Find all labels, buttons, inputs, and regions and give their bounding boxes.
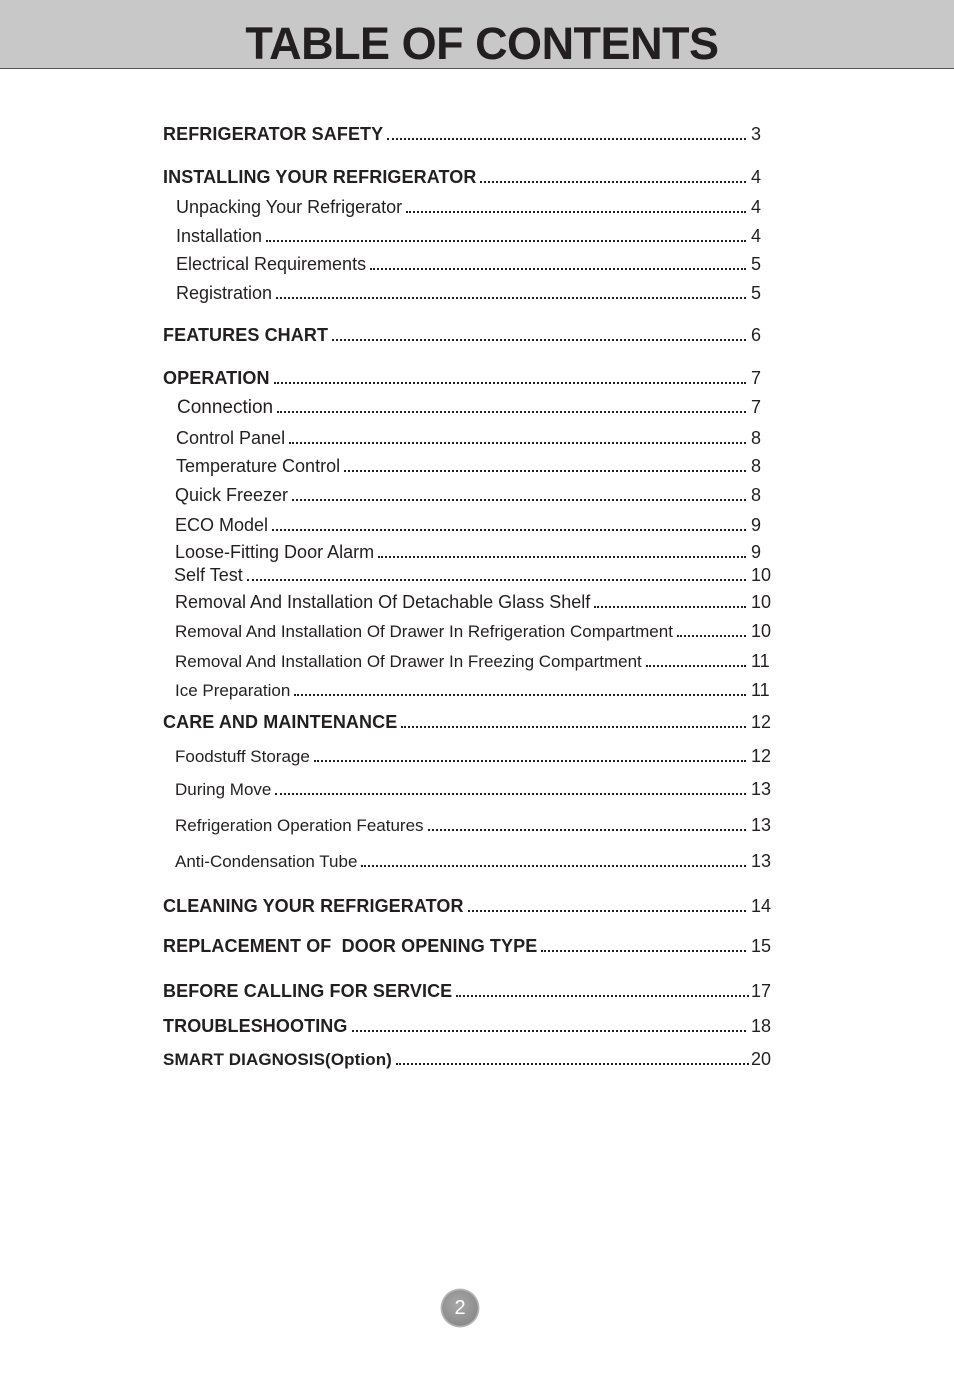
toc-entry-label: Quick Freezer — [175, 485, 289, 505]
toc-entry-label: Temperature Control — [176, 456, 341, 476]
toc-entry-page: 4 — [751, 197, 762, 217]
toc-entry-label: INSTALLING YOUR REFRIGERATOR — [163, 167, 477, 187]
dot-leader — [387, 138, 746, 140]
page-number-badge: 2 — [442, 1290, 478, 1326]
dot-leader — [396, 1063, 749, 1065]
dot-leader — [266, 240, 746, 242]
dot-leader — [314, 760, 746, 762]
toc-entry-page: 8 — [751, 485, 762, 505]
dot-leader — [276, 297, 746, 299]
dot-leader — [428, 829, 746, 831]
toc-entry-quick-freezer[interactable] — [175, 485, 775, 506]
toc-entry-page: 6 — [751, 325, 762, 345]
toc-entry-label: SMART DIAGNOSIS(Option) — [163, 1050, 392, 1069]
toc-entry-label: CARE AND MAINTENANCE — [163, 712, 398, 732]
dot-leader — [361, 865, 746, 867]
toc-entry-label: Removal And Installation Of Detachable Glass Shelf — [175, 592, 591, 612]
toc-entry-troubleshooting[interactable] — [163, 1016, 775, 1037]
toc-entry-page: 13 — [751, 779, 772, 799]
dot-leader — [468, 910, 746, 912]
dot-leader — [247, 579, 746, 581]
toc-entry-page: 12 — [751, 746, 772, 766]
toc-entry-label: REPLACEMENT OF DOOR OPENING TYPE — [163, 936, 538, 956]
toc-entry-page: 9 — [751, 542, 762, 562]
toc-entry-label: Loose-Fitting Door Alarm — [175, 542, 375, 562]
toc-entry-anti-condensation[interactable] — [175, 851, 775, 872]
toc-entry-page: 5 — [751, 254, 762, 274]
toc-entry-label: Anti-Condensation Tube — [175, 852, 358, 871]
toc-entry-page: 8 — [751, 428, 762, 448]
toc-entry-page: 4 — [751, 226, 762, 246]
dot-leader — [275, 793, 746, 795]
toc-entry-page: 9 — [751, 515, 762, 535]
dot-leader — [294, 694, 746, 696]
toc-entry-page: 8 — [751, 456, 762, 476]
toc-entry-page: 7 — [751, 368, 762, 388]
toc-entry-label: Self Test — [174, 565, 243, 585]
toc-entry-page: 12 — [751, 712, 772, 732]
toc-entry-label: REFRIGERATOR SAFETY — [163, 124, 384, 144]
dot-leader — [541, 950, 746, 952]
toc-entry-temperature-control[interactable] — [176, 456, 775, 477]
dot-leader — [277, 411, 746, 413]
dot-leader — [646, 665, 746, 667]
toc-entry-connection[interactable] — [177, 397, 775, 419]
toc-entry-label: Ice Preparation — [175, 681, 291, 700]
toc-entry-label: BEFORE CALLING FOR SERVICE — [163, 981, 453, 1001]
toc-entry-refrigerator-safety[interactable] — [163, 124, 775, 145]
toc-entry-during-move[interactable] — [175, 779, 775, 800]
toc-entry-page: 14 — [751, 896, 772, 916]
dot-leader — [274, 382, 746, 384]
toc-entry-label: FEATURES CHART — [163, 325, 329, 345]
dot-leader — [370, 268, 746, 270]
toc-entry-operation-features[interactable] — [175, 815, 775, 836]
toc-entry-label: Removal And Installation Of Drawer In Freezing Compartment — [175, 652, 642, 671]
dot-leader — [272, 529, 746, 531]
toc-entry-label: Removal And Installation Of Drawer In Refrigeration Compartment — [175, 622, 673, 641]
toc-entry-door-alarm[interactable] — [175, 542, 775, 563]
toc-entry-page: 5 — [751, 283, 762, 303]
toc-entry-ice-preparation[interactable] — [175, 680, 775, 701]
toc-entry-label: OPERATION — [163, 368, 270, 388]
toc-entry-before-calling[interactable] — [163, 981, 775, 1002]
toc-entry-page: 15 — [751, 936, 772, 956]
toc-entry-page: 20 — [751, 1049, 772, 1069]
toc-entry-label: During Move — [175, 780, 272, 799]
dot-leader — [401, 726, 746, 728]
dot-leader — [332, 339, 746, 341]
toc-entry-installing[interactable] — [163, 167, 775, 188]
toc-entry-smart-diagnosis[interactable] — [163, 1049, 775, 1070]
toc-entry-label: Electrical Requirements — [176, 254, 367, 274]
toc-entry-label: CLEANING YOUR REFRIGERATOR — [163, 896, 464, 916]
dot-leader — [352, 1030, 747, 1032]
toc-entry-glass-shelf[interactable] — [175, 592, 775, 613]
toc-entry-unpacking[interactable] — [176, 197, 775, 218]
dot-leader — [292, 499, 746, 501]
dot-leader — [594, 606, 746, 608]
toc-entry-page: 7 — [751, 397, 762, 417]
toc-entry-page: 10 — [751, 592, 772, 612]
toc-entry-features-chart[interactable] — [163, 325, 775, 346]
toc-entry-page: 17 — [751, 981, 772, 1001]
toc-entry-label: ECO Model — [175, 515, 269, 535]
toc-entry-label: Unpacking Your Refrigerator — [176, 197, 403, 217]
toc-entry-page: 18 — [751, 1016, 772, 1036]
dot-leader — [289, 442, 746, 444]
dot-leader — [677, 635, 746, 637]
toc-entry-label: Connection — [177, 397, 274, 418]
toc-entry-replacement-door[interactable] — [163, 936, 775, 957]
toc-entry-page: 11 — [751, 651, 770, 671]
toc-entry-care-maintenance[interactable] — [163, 712, 775, 733]
toc-entry-label: Foodstuff Storage — [175, 747, 310, 766]
toc-entry-page: 10 — [751, 621, 772, 641]
toc-entry-page: 13 — [751, 815, 772, 835]
toc-entry-label: Control Panel — [176, 428, 286, 448]
dot-leader — [406, 211, 746, 213]
toc-entry-drawer-freezing[interactable] — [175, 651, 775, 672]
toc-entry-label: TROUBLESHOOTING — [163, 1016, 348, 1036]
dot-leader — [378, 556, 746, 558]
toc-entry-installation[interactable] — [176, 226, 775, 247]
toc-entry-electrical[interactable] — [176, 254, 775, 275]
page-title: TABLE OF CONTENTS — [245, 18, 719, 69]
toc-entry-foodstuff-storage[interactable] — [175, 746, 775, 767]
toc-entry-cleaning[interactable] — [163, 896, 775, 917]
toc-entry-page: 11 — [751, 680, 770, 700]
toc-entry-eco-model[interactable] — [175, 515, 775, 536]
toc-entry-page: 4 — [751, 167, 762, 187]
dot-leader — [344, 470, 746, 472]
toc-entry-label: Refrigeration Operation Features — [175, 816, 424, 835]
dot-leader — [456, 995, 749, 997]
toc-entry-registration[interactable] — [176, 283, 775, 304]
toc-entry-control-panel[interactable] — [176, 428, 775, 449]
toc-entry-page: 13 — [751, 851, 772, 871]
toc-entry-operation[interactable] — [163, 368, 775, 389]
dot-leader — [480, 181, 746, 183]
toc-entry-drawer-refrigeration[interactable] — [175, 621, 775, 642]
toc-entry-page: 3 — [751, 124, 762, 144]
toc-entry-self-test[interactable] — [174, 565, 775, 586]
toc-entry-label: Registration — [176, 283, 273, 303]
toc-entry-label: Installation — [176, 226, 263, 246]
toc-entry-page: 10 — [751, 565, 772, 585]
